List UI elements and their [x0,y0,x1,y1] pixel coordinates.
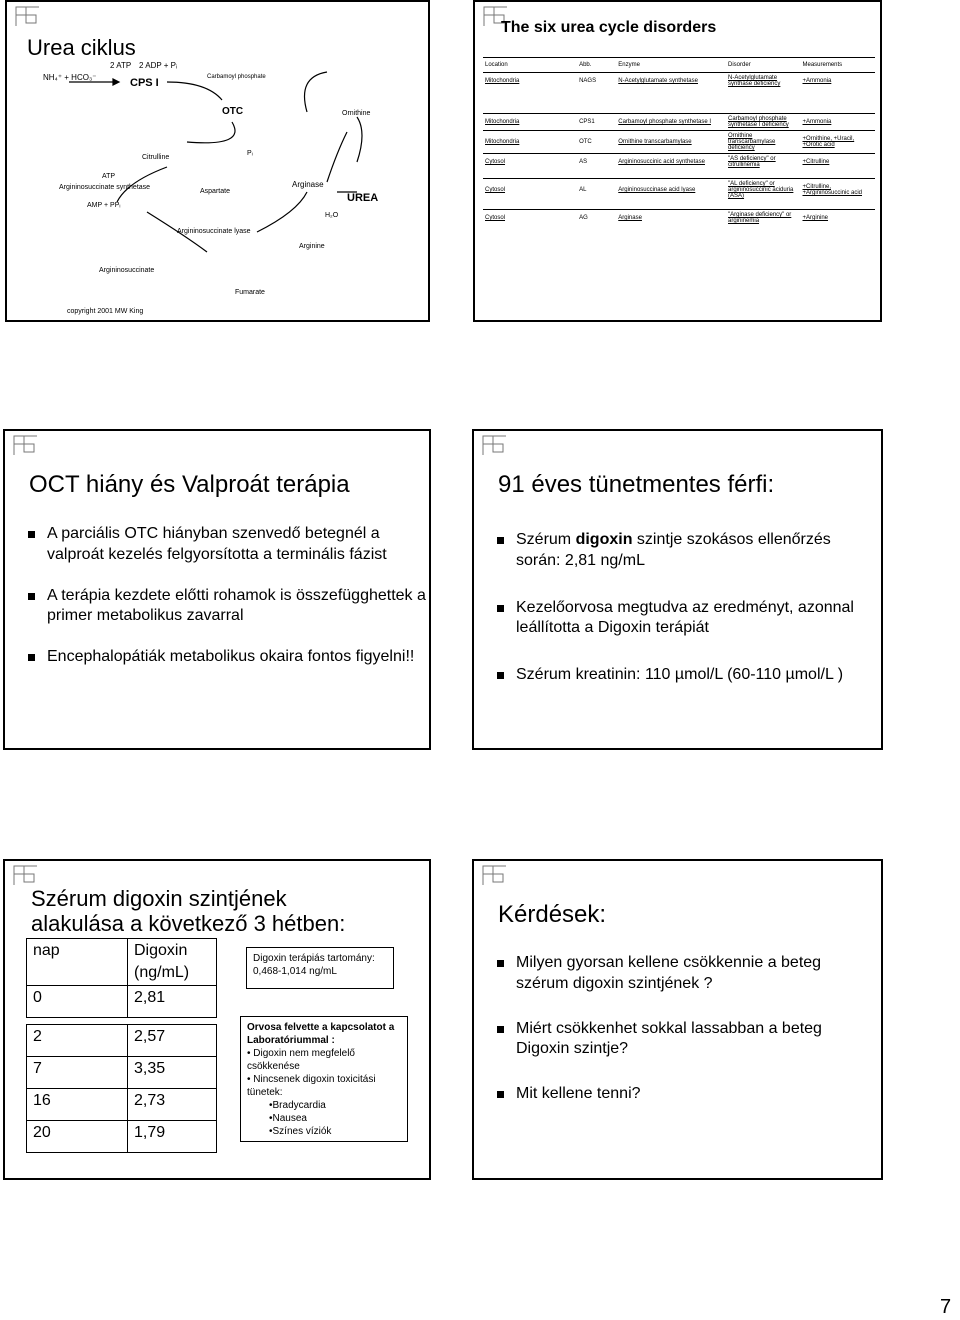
lab-contact-box [240,1016,408,1142]
therapeutic-range-box [246,947,394,989]
bullet-item: Szérum kreatinin: 110 µmol/L (60-110 µmol/L ) [496,665,876,686]
header-enzyme: Enzyme [616,58,726,73]
bullet-item: A parciális OTC hiányban szenvedő betegnél a valproát kezelés felgyorsította a terminális fázist [27,524,427,566]
header-text: Digoxin [134,942,188,959]
cell: +Citrulline [800,154,875,171]
cell: Cytosol [483,154,577,171]
bullet-item: Milyen gyorsan kellene csökkennie a beteg szérum digoxin szintjének ? [496,953,876,995]
slide-corner-icon [482,435,508,457]
label-adp: 2 ADP + Pᵢ [139,61,178,70]
bullet-list [27,524,427,668]
bullet-item: Encephalopátiák metabolikus okaira fontos figyelni!! [27,647,427,668]
table-row [27,1089,217,1121]
bullet-text: Szérum [516,531,576,548]
label-citrulline: Citrulline [142,154,170,161]
table-row [27,1057,217,1089]
bullet-list [496,953,876,1105]
label-ornithine: Ornithine [342,110,371,117]
cell: NAGS [577,73,616,90]
header-abb: Abb. [577,58,616,73]
label-h2o: H₂O [325,212,339,219]
bullet-item: Mit kellene tenni? [496,1084,876,1105]
slide-corner-icon [13,865,39,887]
slide-title [31,886,345,937]
urea-cycle-diagram [7,2,430,322]
slide-oct-valproate [3,429,431,750]
title-line: Szérum digoxin szintjének [31,886,287,911]
box-title: Orvosa felvette a kapcsolatot a Laboratóriummal : [247,1022,395,1046]
cell: Arginase [616,210,726,227]
cell: Cytosol [483,210,577,227]
label-pi: Pᵢ [247,150,253,157]
header-digoxin [128,939,217,986]
cell: Mitochondria [483,131,577,154]
slide-title: OCT hiány és Valproát terápia [29,471,350,498]
label-atp: 2 ATP [110,61,132,70]
table-row [483,154,875,171]
cell-value: 3,35 [128,1057,217,1089]
cell: +Arginine [800,210,875,227]
slide-title: Urea ciklus [27,35,136,60]
slide-title: Kérdések: [498,901,607,928]
page-number: 7 [940,1296,952,1318]
cell: +Ornithine, +Uracil, +Orotic acid [800,131,875,154]
label-urea: UREA [347,192,379,204]
cell: +Ammonia [800,73,875,90]
header-nap: nap [27,939,128,986]
label-lyase: Argininosuccinate lyase [177,228,251,235]
cell: OTC [577,131,616,154]
table-row [483,210,875,227]
cell: +Citrulline, +Argininosuccinic acid [800,179,875,202]
label-cps: CPS I [130,77,159,89]
cell-value: 1,79 [128,1121,217,1153]
cell: AS [577,154,616,171]
box-text: 0,468-1,014 ng/mL [253,966,337,977]
bullet-list [496,530,876,686]
cell: CPS1 [577,114,616,131]
bullet-item: Miért csökkenhet sokkal lassabban a beteg Digoxin szintje? [496,1019,876,1061]
label-otc: OTC [222,106,244,117]
header-disorder: Disorder [726,58,800,73]
table-row [27,1121,217,1153]
label-atp2: ATP [102,173,116,180]
cell: Ornithine transcarbamylase deficiency [726,131,800,154]
cell-nap: 7 [27,1057,128,1089]
label-arginase: Arginase [292,180,324,189]
table-header-row [27,939,217,986]
label-reactants: NH₄⁺ + HCO₃⁻ [43,73,97,82]
box-subitem: •Színes víziók [269,1126,332,1137]
cell: Ornithine transcarbamylase [616,131,726,154]
slide-title: The six urea cycle disorders [501,19,717,36]
label-ass: Argininosuccinate synthetase [59,184,151,191]
label-fumarate: Fumarate [235,289,265,296]
cell: N-Acetylglutamate synthase deficiency [726,73,800,90]
table-row [483,179,875,202]
label-copyright: copyright 2001 MW King [67,308,144,315]
label-amp: AMP + PPᵢ [87,202,121,209]
slide-corner-icon [482,865,508,887]
label-arginine: Arginine [299,243,325,250]
bullet-item: Kezelőorvosa megtudva az eredményt, azonnal leállította a Digoxin terápiát [496,598,876,640]
box-subitem: •Bradycardia [269,1100,326,1111]
table-row [27,986,217,1018]
cell: Cytosol [483,179,577,202]
cell: AL [577,179,616,202]
table-header-row [483,58,875,73]
header-text: (ng/mL) [134,964,190,981]
cell: +Ammonia [800,114,875,131]
table-row [483,114,875,131]
slide-urea-cycle [5,0,430,322]
cell: Carbamoyl phosphate synthetase I [616,114,726,131]
box-item: • Digoxin nem megfelelő csökkenése [247,1048,355,1072]
box-text: Digoxin terápiás tartomány: [253,953,375,964]
header-measurements: Measurements [800,58,875,73]
cell: "AL deficiency" or argininosuccinic aciduria (ASA) [726,179,800,202]
slide-corner-icon [13,435,39,457]
digoxin-table [26,938,217,1153]
slide-urea-disorders [473,0,882,322]
table-row [27,1025,217,1057]
table-row [483,73,875,90]
cell-value: 2,81 [128,986,217,1018]
box-item: • Nincsenek digoxin toxicitási tünetek: [247,1074,376,1098]
cell: "Arginase deficiency" or argininemia [726,210,800,227]
cell-value: 2,57 [128,1025,217,1057]
slide-questions [472,859,883,1180]
bullet-bold: digoxin [575,531,633,548]
slide-title: 91 éves tünetmentes férfi: [498,471,775,498]
label-carbamoyl: Carbamoyl phosphate [207,74,266,80]
label-aspartate: Aspartate [200,188,230,195]
cell: "AS deficiency" or citrullinemia [726,154,800,171]
cell-nap: 20 [27,1121,128,1153]
cell: Argininosuccinic acid synthetase [616,154,726,171]
slide-patient [472,429,883,750]
cell-nap: 0 [27,986,128,1018]
header-location: Location [483,58,577,73]
bullet-item [496,530,876,572]
title-line: alakulása a következő 3 hétben: [31,911,346,937]
cell-nap: 2 [27,1025,128,1057]
cell: N-Acetylglutamate synthetase [616,73,726,90]
bullet-text: szintje szokásos ellenőrzés során: 2,81 ng/mL [516,531,831,569]
cell: Mitochondria [483,114,577,131]
cell: Carbamoyl phosphate synthetase I deficiency [726,114,800,131]
cell-value: 2,73 [128,1089,217,1121]
bullet-item: A terápia kezdete előtti rohamok is összefügghettek a primer metabolikus zavarral [27,586,427,628]
box-subitem: •Nausea [269,1113,307,1124]
cell: Mitochondria [483,73,577,90]
cell: AG [577,210,616,227]
disorders-table [483,57,875,226]
cell-nap: 16 [27,1089,128,1121]
table-row [483,131,875,154]
cell: Argininosuccinase acid lyase [616,179,726,202]
label-argininosuccinate: Argininosuccinate [99,267,155,274]
